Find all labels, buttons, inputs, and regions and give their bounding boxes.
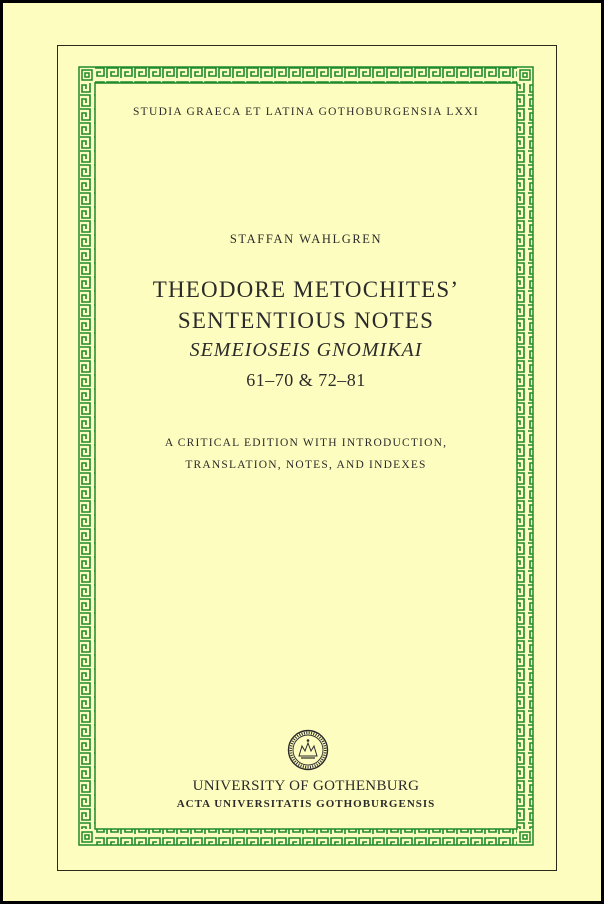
book-title-line-1: THEODORE METOCHITES’: [152, 277, 460, 302]
series-title: STUDIA GRAECA ET LATINA GOTHOBURGENSIA LXXI: [132, 106, 480, 118]
section-range: 61–70 & 72–81: [246, 370, 366, 390]
edition-description-line-1: A CRITICAL EDITION WITH INTRODUCTION,: [164, 437, 448, 449]
edition-description-line-2: TRANSLATION, NOTES, AND INDEXES: [185, 459, 427, 471]
book-subtitle: SEMEIOSEIS GNOMIKAI: [189, 339, 423, 361]
publisher-name: UNIVERSITY OF GOTHENBURG: [192, 778, 420, 794]
university-seal-icon: [287, 729, 329, 771]
author-name: STAFFAN WAHLGREN: [229, 232, 383, 246]
book-title-line-2: SENTENTIOUS NOTES: [177, 308, 435, 333]
imprint-name: ACTA UNIVERSITATIS GOTHOBURGENSIS: [176, 798, 436, 810]
